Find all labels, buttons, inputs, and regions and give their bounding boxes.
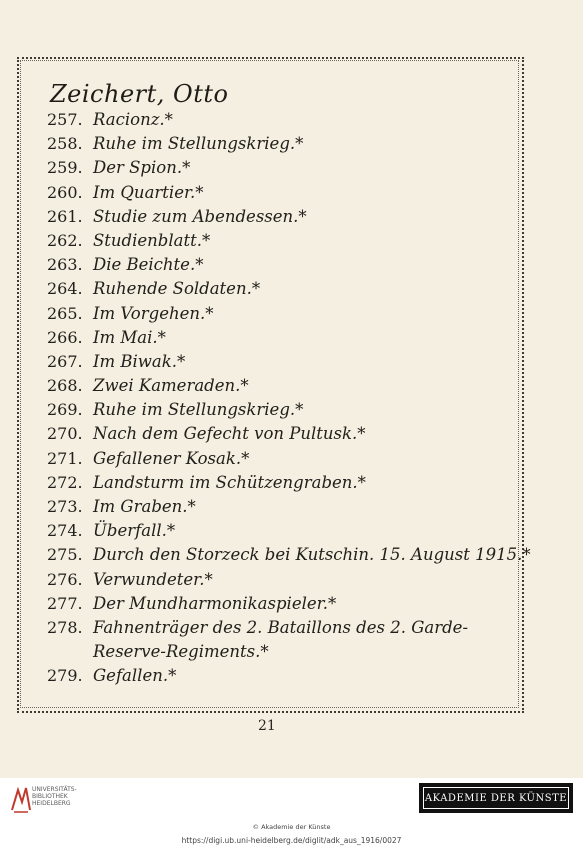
catalog-entry xyxy=(47,422,507,446)
entry-title: Racionz.* xyxy=(93,110,173,129)
catalog-entry xyxy=(47,253,507,277)
entry-title: Durch den Storzeck bei Kutschin. 15. August 1915.* xyxy=(93,545,531,565)
entry-number: 279. xyxy=(47,665,83,685)
catalog-entry xyxy=(47,350,507,374)
catalog-entry xyxy=(47,447,507,471)
entry-title: Im Vorgehen.* xyxy=(93,303,214,323)
entry-title: Studie zum Abendessen.* xyxy=(93,206,307,226)
entry-title: Im Mai.* xyxy=(93,327,166,347)
entry-number: 265. xyxy=(47,303,83,323)
entry-title: Der Spion.* xyxy=(93,158,191,178)
entry-title: Im Biwak.* xyxy=(93,351,186,371)
entry-number: 270. xyxy=(47,424,83,444)
entry-title: Landsturm im Schützengraben.* xyxy=(93,472,366,492)
catalog-entry xyxy=(47,374,507,398)
entry-number: 258. xyxy=(47,134,83,154)
entry-title: Überfall.* xyxy=(93,521,176,541)
entry-title: Im Graben.* xyxy=(93,497,196,516)
entry-number: 262. xyxy=(47,230,83,250)
permalink-url[interactable]: https://digi.ub.uni-heidelberg.de/diglit/adk_aus_1916/0027 xyxy=(181,836,402,845)
entry-number: 275. xyxy=(47,545,83,565)
entry-number: 273. xyxy=(47,497,83,516)
entry-number: 268. xyxy=(47,376,83,396)
entry-title: Verwundeter.* xyxy=(93,569,213,589)
entry-title: Zwei Kameraden.* xyxy=(93,376,249,396)
catalog-entry xyxy=(47,543,531,567)
entry-number: 257. xyxy=(47,110,83,129)
entry-title: Gefallen.* xyxy=(93,665,177,685)
entry-number: 272. xyxy=(47,472,83,492)
entry-number: 274. xyxy=(47,521,83,541)
catalog-entry xyxy=(47,205,507,229)
entry-title: Fahnenträger des 2. Bataillons des 2. Garde-Reserve-Regiments.* xyxy=(93,617,469,661)
entry-title: Ruhe im Stellungskrieg.* xyxy=(93,134,304,154)
entry-title: Ruhe im Stellungskrieg.* xyxy=(93,400,304,420)
artist-heading: Zeichert, Otto xyxy=(50,80,229,108)
catalog-entry xyxy=(47,277,507,301)
entry-number: 267. xyxy=(47,351,83,371)
entry-number: 266. xyxy=(47,327,83,347)
entry-number: 261. xyxy=(47,206,83,226)
entry-title: Die Beichte.* xyxy=(93,255,204,275)
catalog-entry xyxy=(47,616,507,664)
entry-title: Gefallener Kosak.* xyxy=(93,448,250,468)
catalog-entry xyxy=(47,229,507,253)
akademie-der-kuenste-logo[interactable] xyxy=(419,783,573,813)
entry-title: Der Mundharmonikaspieler.* xyxy=(93,593,337,613)
entry-number: 278. xyxy=(47,617,83,637)
entry-title: Ruhende Soldaten.* xyxy=(93,279,261,299)
entry-number: 271. xyxy=(47,448,83,468)
catalog-entry xyxy=(47,664,507,688)
entry-title: Im Quartier.* xyxy=(93,182,204,202)
entry-number: 259. xyxy=(47,158,83,178)
library-line-2: BIBLIOTHEK xyxy=(32,793,68,800)
entry-number: 269. xyxy=(47,400,83,420)
akademie-label: AKADEMIE DER KÜNSTE xyxy=(423,787,569,809)
catalog-entry xyxy=(47,156,507,180)
catalog-entry xyxy=(47,181,507,205)
copyright-notice: © Akademie der Künste xyxy=(252,823,331,831)
page-number: 21 xyxy=(258,718,276,734)
library-line-1: UNIVERSITÄTS- xyxy=(32,786,77,793)
catalog-entry xyxy=(47,519,507,543)
entry-title: Nach dem Gefecht von Pultusk.* xyxy=(93,424,366,444)
catalog-entry xyxy=(47,471,507,495)
university-library-name xyxy=(32,786,77,807)
catalog-entry xyxy=(47,302,507,326)
library-line-3: HEIDELBERG xyxy=(32,800,71,807)
entry-number: 264. xyxy=(47,279,83,299)
catalog-entry xyxy=(47,108,507,132)
entry-number: 263. xyxy=(47,255,83,275)
entry-number: 277. xyxy=(47,593,83,613)
catalog-entry xyxy=(47,132,507,156)
entry-number: 260. xyxy=(47,182,83,202)
entry-title: Studienblatt.* xyxy=(93,230,211,250)
catalog-entry xyxy=(47,568,507,592)
catalog-entry xyxy=(47,495,507,519)
catalog-entry xyxy=(47,398,507,422)
entry-number: 276. xyxy=(47,569,83,589)
catalog-entry xyxy=(47,592,507,616)
catalog-entry-list xyxy=(47,108,531,688)
catalog-entry xyxy=(47,326,507,350)
